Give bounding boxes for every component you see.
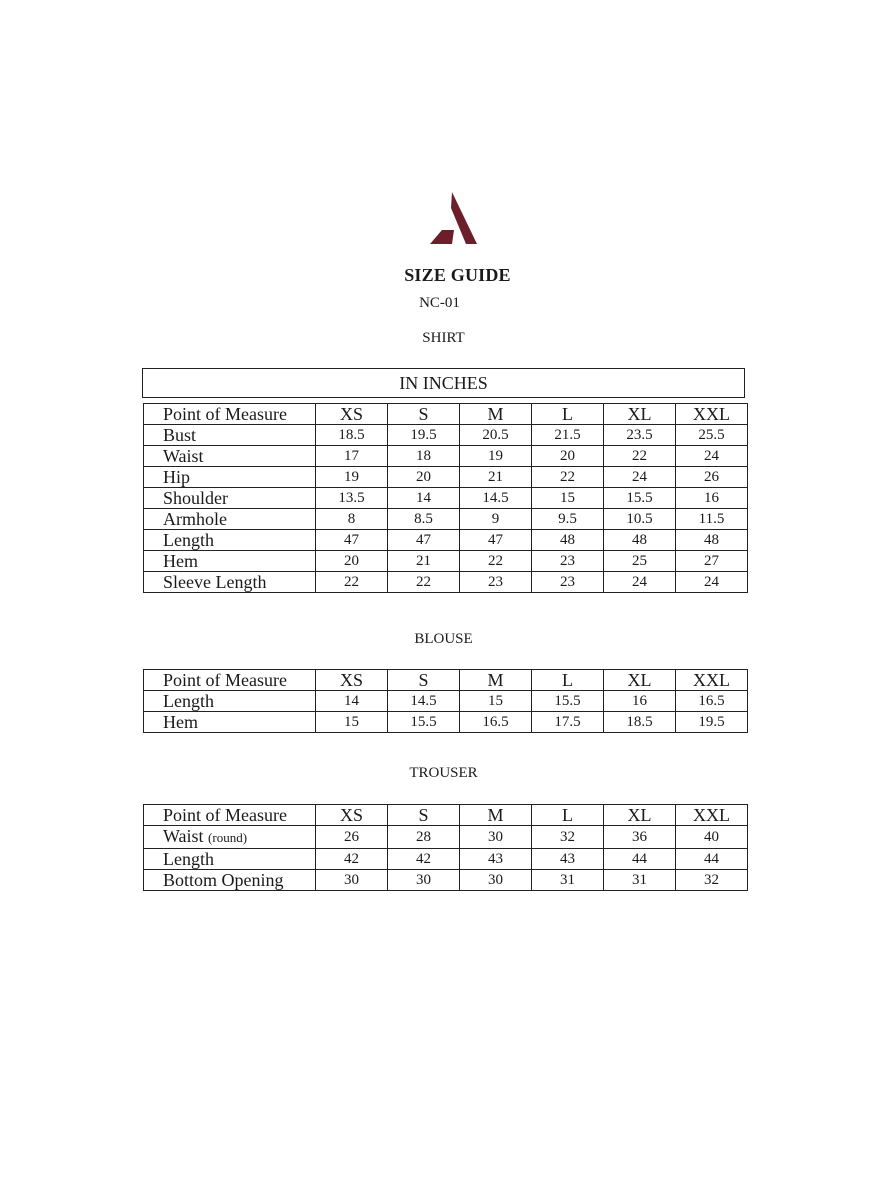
- column-header-size: S: [388, 805, 460, 826]
- measurement-value: 27: [676, 551, 748, 572]
- measurement-value: 17.5: [532, 712, 604, 733]
- measurement-value: 18.5: [316, 425, 388, 446]
- measurement-value: 26: [316, 826, 388, 849]
- measurement-value: 14.5: [460, 488, 532, 509]
- measurement-value: 24: [676, 446, 748, 467]
- measurement-value: 20.5: [460, 425, 532, 446]
- table-row: [144, 870, 748, 891]
- page-title: SIZE GUIDE: [404, 265, 511, 285]
- measurement-value: 19.5: [676, 712, 748, 733]
- measure-label-cell: [144, 849, 316, 870]
- measurement-value: 17: [316, 446, 388, 467]
- measure-label-cell: [144, 467, 316, 488]
- measurement-value: 9.5: [532, 509, 604, 530]
- measurement-value: 43: [460, 849, 532, 870]
- blouse-size-table: [143, 669, 748, 733]
- measurement-value: 10.5: [604, 509, 676, 530]
- measurement-value: 21: [460, 467, 532, 488]
- measure-label-cell: [144, 712, 316, 733]
- measurement-value: 47: [316, 530, 388, 551]
- table-row: [144, 712, 748, 733]
- measurement-value: 48: [676, 530, 748, 551]
- measurement-value: 24: [604, 467, 676, 488]
- measurement-value: 19: [460, 446, 532, 467]
- measurement-value: 16: [676, 488, 748, 509]
- measurement-value: 8.5: [388, 509, 460, 530]
- trouser-section-heading: TROUSER: [409, 765, 478, 781]
- column-header-size: XL: [604, 670, 676, 691]
- measurement-value: 23: [532, 572, 604, 593]
- measurement-value: 15.5: [532, 691, 604, 712]
- column-header-size: XS: [316, 404, 388, 425]
- column-header-point-of-measure: Point of Measure: [144, 805, 316, 826]
- measurement-value: 40: [676, 826, 748, 849]
- measurement-value: 24: [676, 572, 748, 593]
- measurement-value: 9: [460, 509, 532, 530]
- measure-label-cell: [144, 446, 316, 467]
- shirt-size-table: [143, 403, 748, 593]
- measurement-value: 22: [388, 572, 460, 593]
- measurement-value: 42: [316, 849, 388, 870]
- measurement-value: 36: [604, 826, 676, 849]
- measure-label-cell: [144, 572, 316, 593]
- unit-banner: IN INCHES: [142, 368, 745, 398]
- a-monogram-logo-icon: [428, 192, 478, 246]
- column-header-size: XXL: [676, 805, 748, 826]
- table-row: [144, 467, 748, 488]
- measurement-value: 16: [604, 691, 676, 712]
- blouse-section-heading: BLOUSE: [414, 631, 473, 647]
- product-code: NC-01: [419, 295, 460, 311]
- shirt-section-heading: SHIRT: [422, 330, 465, 346]
- measure-label: Bottom Opening: [163, 870, 284, 890]
- measure-label: Length: [163, 691, 214, 711]
- measure-label-cell: [144, 691, 316, 712]
- measurement-value: 19.5: [388, 425, 460, 446]
- table-header-row: [144, 404, 748, 425]
- measure-label: Hip: [163, 467, 190, 487]
- measurement-value: 28: [388, 826, 460, 849]
- measurement-value: 23.5: [604, 425, 676, 446]
- table-row: [144, 849, 748, 870]
- measurement-value: 15: [316, 712, 388, 733]
- measurement-value: 22: [532, 467, 604, 488]
- measurement-value: 21.5: [532, 425, 604, 446]
- column-header-size: XXL: [676, 404, 748, 425]
- column-header-point-of-measure: Point of Measure: [144, 404, 316, 425]
- table-row: [144, 488, 748, 509]
- column-header-size: M: [460, 670, 532, 691]
- measurement-value: 24: [604, 572, 676, 593]
- measurement-value: 18: [388, 446, 460, 467]
- measurement-value: 30: [460, 870, 532, 891]
- measurement-value: 43: [532, 849, 604, 870]
- measurement-value: 30: [388, 870, 460, 891]
- column-header-size: L: [532, 670, 604, 691]
- measure-label: Sleeve Length: [163, 572, 267, 592]
- measurement-value: 18.5: [604, 712, 676, 733]
- measurement-value: 11.5: [676, 509, 748, 530]
- measurement-value: 15.5: [388, 712, 460, 733]
- measurement-value: 32: [532, 826, 604, 849]
- measure-label-cell: [144, 870, 316, 891]
- measure-label-cell: [144, 551, 316, 572]
- measurement-value: 15: [460, 691, 532, 712]
- table-row: [144, 551, 748, 572]
- measurement-value: 19: [316, 467, 388, 488]
- column-header-size: L: [532, 805, 604, 826]
- measurement-value: 30: [316, 870, 388, 891]
- measure-label-cell: [144, 425, 316, 446]
- measurement-value: 20: [316, 551, 388, 572]
- measurement-value: 22: [316, 572, 388, 593]
- measurement-value: 23: [532, 551, 604, 572]
- column-header-size: XXL: [676, 670, 748, 691]
- measurement-value: 26: [676, 467, 748, 488]
- measurement-value: 25.5: [676, 425, 748, 446]
- column-header-size: XS: [316, 670, 388, 691]
- table-row: [144, 691, 748, 712]
- column-header-size: S: [388, 404, 460, 425]
- column-header-size: S: [388, 670, 460, 691]
- measurement-value: 21: [388, 551, 460, 572]
- column-header-size: M: [460, 404, 532, 425]
- measurement-value: 22: [604, 446, 676, 467]
- measurement-value: 8: [316, 509, 388, 530]
- measure-label: Hem: [163, 551, 198, 571]
- measure-label: Waist: [163, 446, 204, 466]
- measurement-value: 47: [460, 530, 532, 551]
- measurement-value: 23: [460, 572, 532, 593]
- measurement-value: 14: [388, 488, 460, 509]
- measure-label-cell: [144, 826, 316, 849]
- column-header-size: M: [460, 805, 532, 826]
- measurement-value: 44: [676, 849, 748, 870]
- table-header-row: [144, 805, 748, 826]
- measure-label-cell: [144, 509, 316, 530]
- table-row: [144, 509, 748, 530]
- measurement-value: 13.5: [316, 488, 388, 509]
- column-header-size: XL: [604, 805, 676, 826]
- measure-label-cell: [144, 488, 316, 509]
- measurement-value: 47: [388, 530, 460, 551]
- measure-label: Armhole: [163, 509, 227, 529]
- measure-label: Length: [163, 530, 214, 550]
- measurement-value: 25: [604, 551, 676, 572]
- measurement-value: 32: [676, 870, 748, 891]
- table-row: [144, 572, 748, 593]
- table-row: [144, 530, 748, 551]
- table-header-row: [144, 670, 748, 691]
- measurement-value: 42: [388, 849, 460, 870]
- measurement-value: 48: [532, 530, 604, 551]
- measurement-value: 48: [604, 530, 676, 551]
- column-header-size: L: [532, 404, 604, 425]
- column-header-size: XL: [604, 404, 676, 425]
- measure-label: Length: [163, 849, 214, 869]
- table-row: [144, 826, 748, 849]
- measurement-value: 22: [460, 551, 532, 572]
- measure-label: Bust: [163, 425, 197, 445]
- measurement-value: 20: [388, 467, 460, 488]
- measure-label: Waist: [163, 826, 204, 846]
- trouser-size-table: [143, 804, 748, 891]
- measurement-value: 16.5: [676, 691, 748, 712]
- measurement-value: 20: [532, 446, 604, 467]
- measure-label: Shoulder: [163, 488, 228, 508]
- measure-label: Hem: [163, 712, 198, 732]
- measurement-value: 15.5: [604, 488, 676, 509]
- measurement-value: 14: [316, 691, 388, 712]
- measurement-value: 14.5: [388, 691, 460, 712]
- table-row: [144, 446, 748, 467]
- column-header-size: XS: [316, 805, 388, 826]
- measure-label-cell: [144, 530, 316, 551]
- measurement-value: 16.5: [460, 712, 532, 733]
- measurement-value: 44: [604, 849, 676, 870]
- measurement-value: 31: [604, 870, 676, 891]
- measurement-value: 31: [532, 870, 604, 891]
- measurement-value: 15: [532, 488, 604, 509]
- table-row: [144, 425, 748, 446]
- measure-note: (round): [208, 830, 248, 845]
- measurement-value: 30: [460, 826, 532, 849]
- column-header-point-of-measure: Point of Measure: [144, 670, 316, 691]
